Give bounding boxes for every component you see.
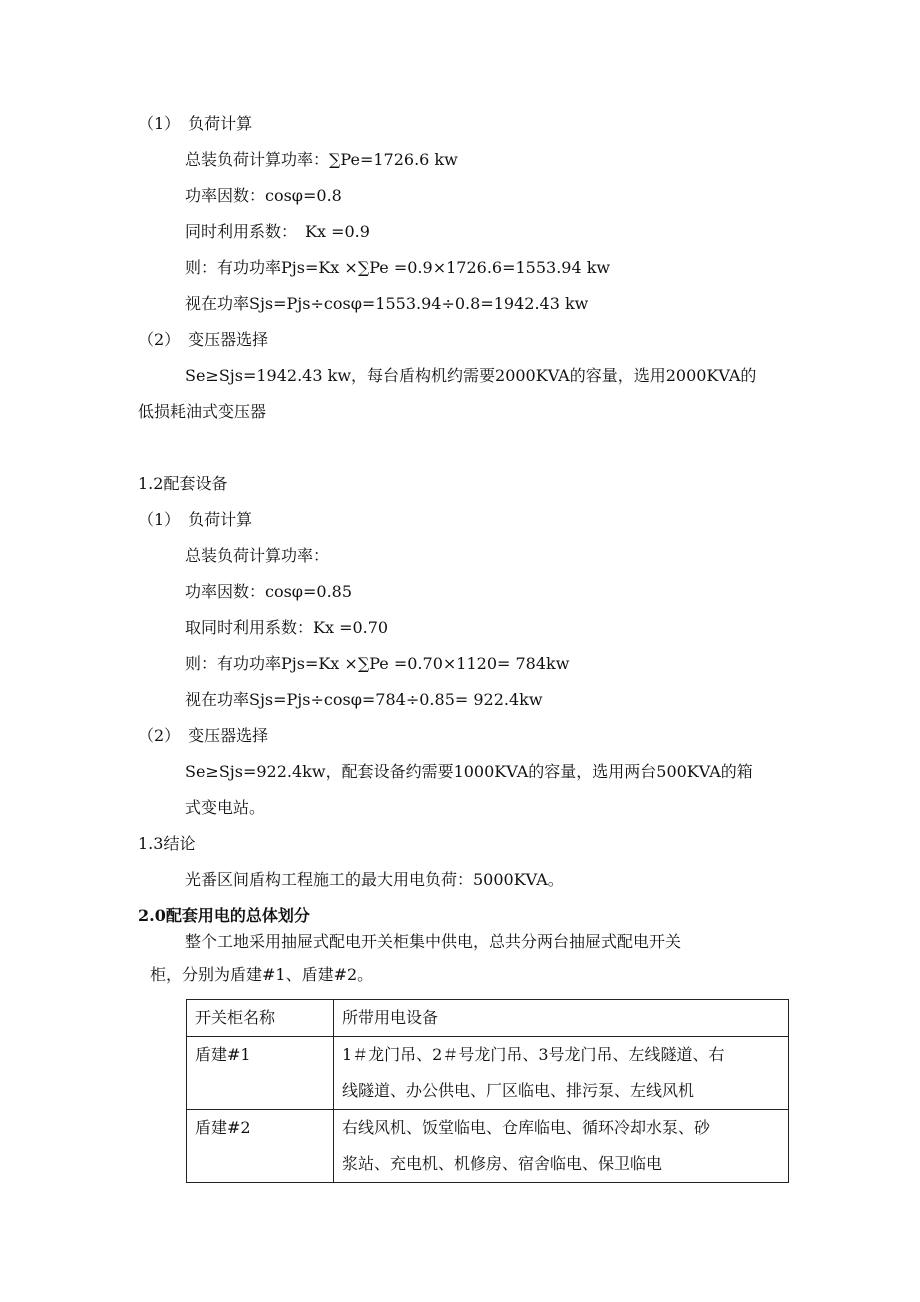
distribution-para-b: 柜，分别为盾建#1、盾建#2。 [150, 965, 374, 984]
table-cell-name: 盾建#2 [187, 1110, 334, 1183]
coefficient-1: 同时利用系数： Kx =0.9 [185, 222, 370, 241]
transformer-text-2b: 式变电站。 [185, 798, 266, 817]
equipment-line: 1＃龙门吊、2＃号龙门吊、3号龙门吊、左线隧道、右 [342, 1045, 725, 1064]
heading-transformer-1: （2） 变压器选择 [138, 330, 269, 349]
power-factor-2: 功率因数：cosφ=0.85 [185, 582, 353, 601]
table-cell-equipment [334, 1110, 789, 1183]
section-title-2-0: 2.0配套用电的总体划分 [138, 906, 310, 925]
conclusion-text: 光番区间盾构工程施工的最大用电负荷：5000KVA。 [185, 870, 564, 889]
heading-load-calc-1: （1） 负荷计算 [138, 114, 253, 133]
switchgear-table [186, 999, 789, 1183]
section-title-1-2: 1.2配套设备 [138, 474, 228, 493]
distribution-para-a: 整个工地采用抽屉式配电开关柜集中供电，总共分两台抽屉式配电开关 [185, 932, 682, 951]
table-row [187, 1037, 789, 1110]
active-power-1: 则：有功功率Pjs=Kx ×∑Pe =0.9×1726.6=1553.94 kw [185, 258, 611, 277]
table-header-row [187, 1000, 789, 1037]
transformer-text-2a: Se≥Sjs=922.4kw，配套设备约需要1000KVA的容量，选用两台500KVA的箱 [185, 762, 753, 781]
equipment-line: 浆站、充电机、机修房、宿舍临电、保卫临电 [342, 1154, 663, 1173]
active-power-2: 则：有功功率Pjs=Kx ×∑Pe =0.70×1120= 784kw [185, 654, 570, 673]
transformer-text-1b: 低损耗油式变压器 [138, 402, 267, 421]
equipment-line: 线隧道、办公供电、厂区临电、排污泵、左线风机 [342, 1081, 695, 1100]
table-header-cell: 开关柜名称 [187, 1000, 334, 1037]
table-cell-name: 盾建#1 [187, 1037, 334, 1110]
equipment-line: 右线风机、饭堂临电、仓库临电、循环冷却水泵、砂 [342, 1118, 711, 1137]
table-cell-equipment [334, 1037, 789, 1110]
total-power-1: 总装负荷计算功率：∑Pe=1726.6 kw [185, 150, 458, 169]
transformer-text-1a: Se≥Sjs=1942.43 kw，每台盾构机约需要2000KVA的容量，选用2000KVA的 [185, 366, 757, 385]
table-row [187, 1110, 789, 1183]
apparent-power-2: 视在功率Sjs=Pjs÷cosφ=784÷0.85= 922.4kw [185, 690, 543, 709]
table-header-cell: 所带用电设备 [334, 1000, 789, 1037]
total-power-2: 总装负荷计算功率： [185, 546, 330, 565]
heading-load-calc-2: （1） 负荷计算 [138, 510, 253, 529]
section-title-1-3: 1.3结论 [138, 834, 196, 853]
heading-transformer-2: （2） 变压器选择 [138, 726, 269, 745]
power-factor-1: 功率因数：cosφ=0.8 [185, 186, 342, 205]
coefficient-2: 取同时利用系数：Kx =0.70 [185, 618, 389, 637]
apparent-power-1: 视在功率Sjs=Pjs÷cosφ=1553.94÷0.8=1942.43 kw [185, 294, 589, 313]
